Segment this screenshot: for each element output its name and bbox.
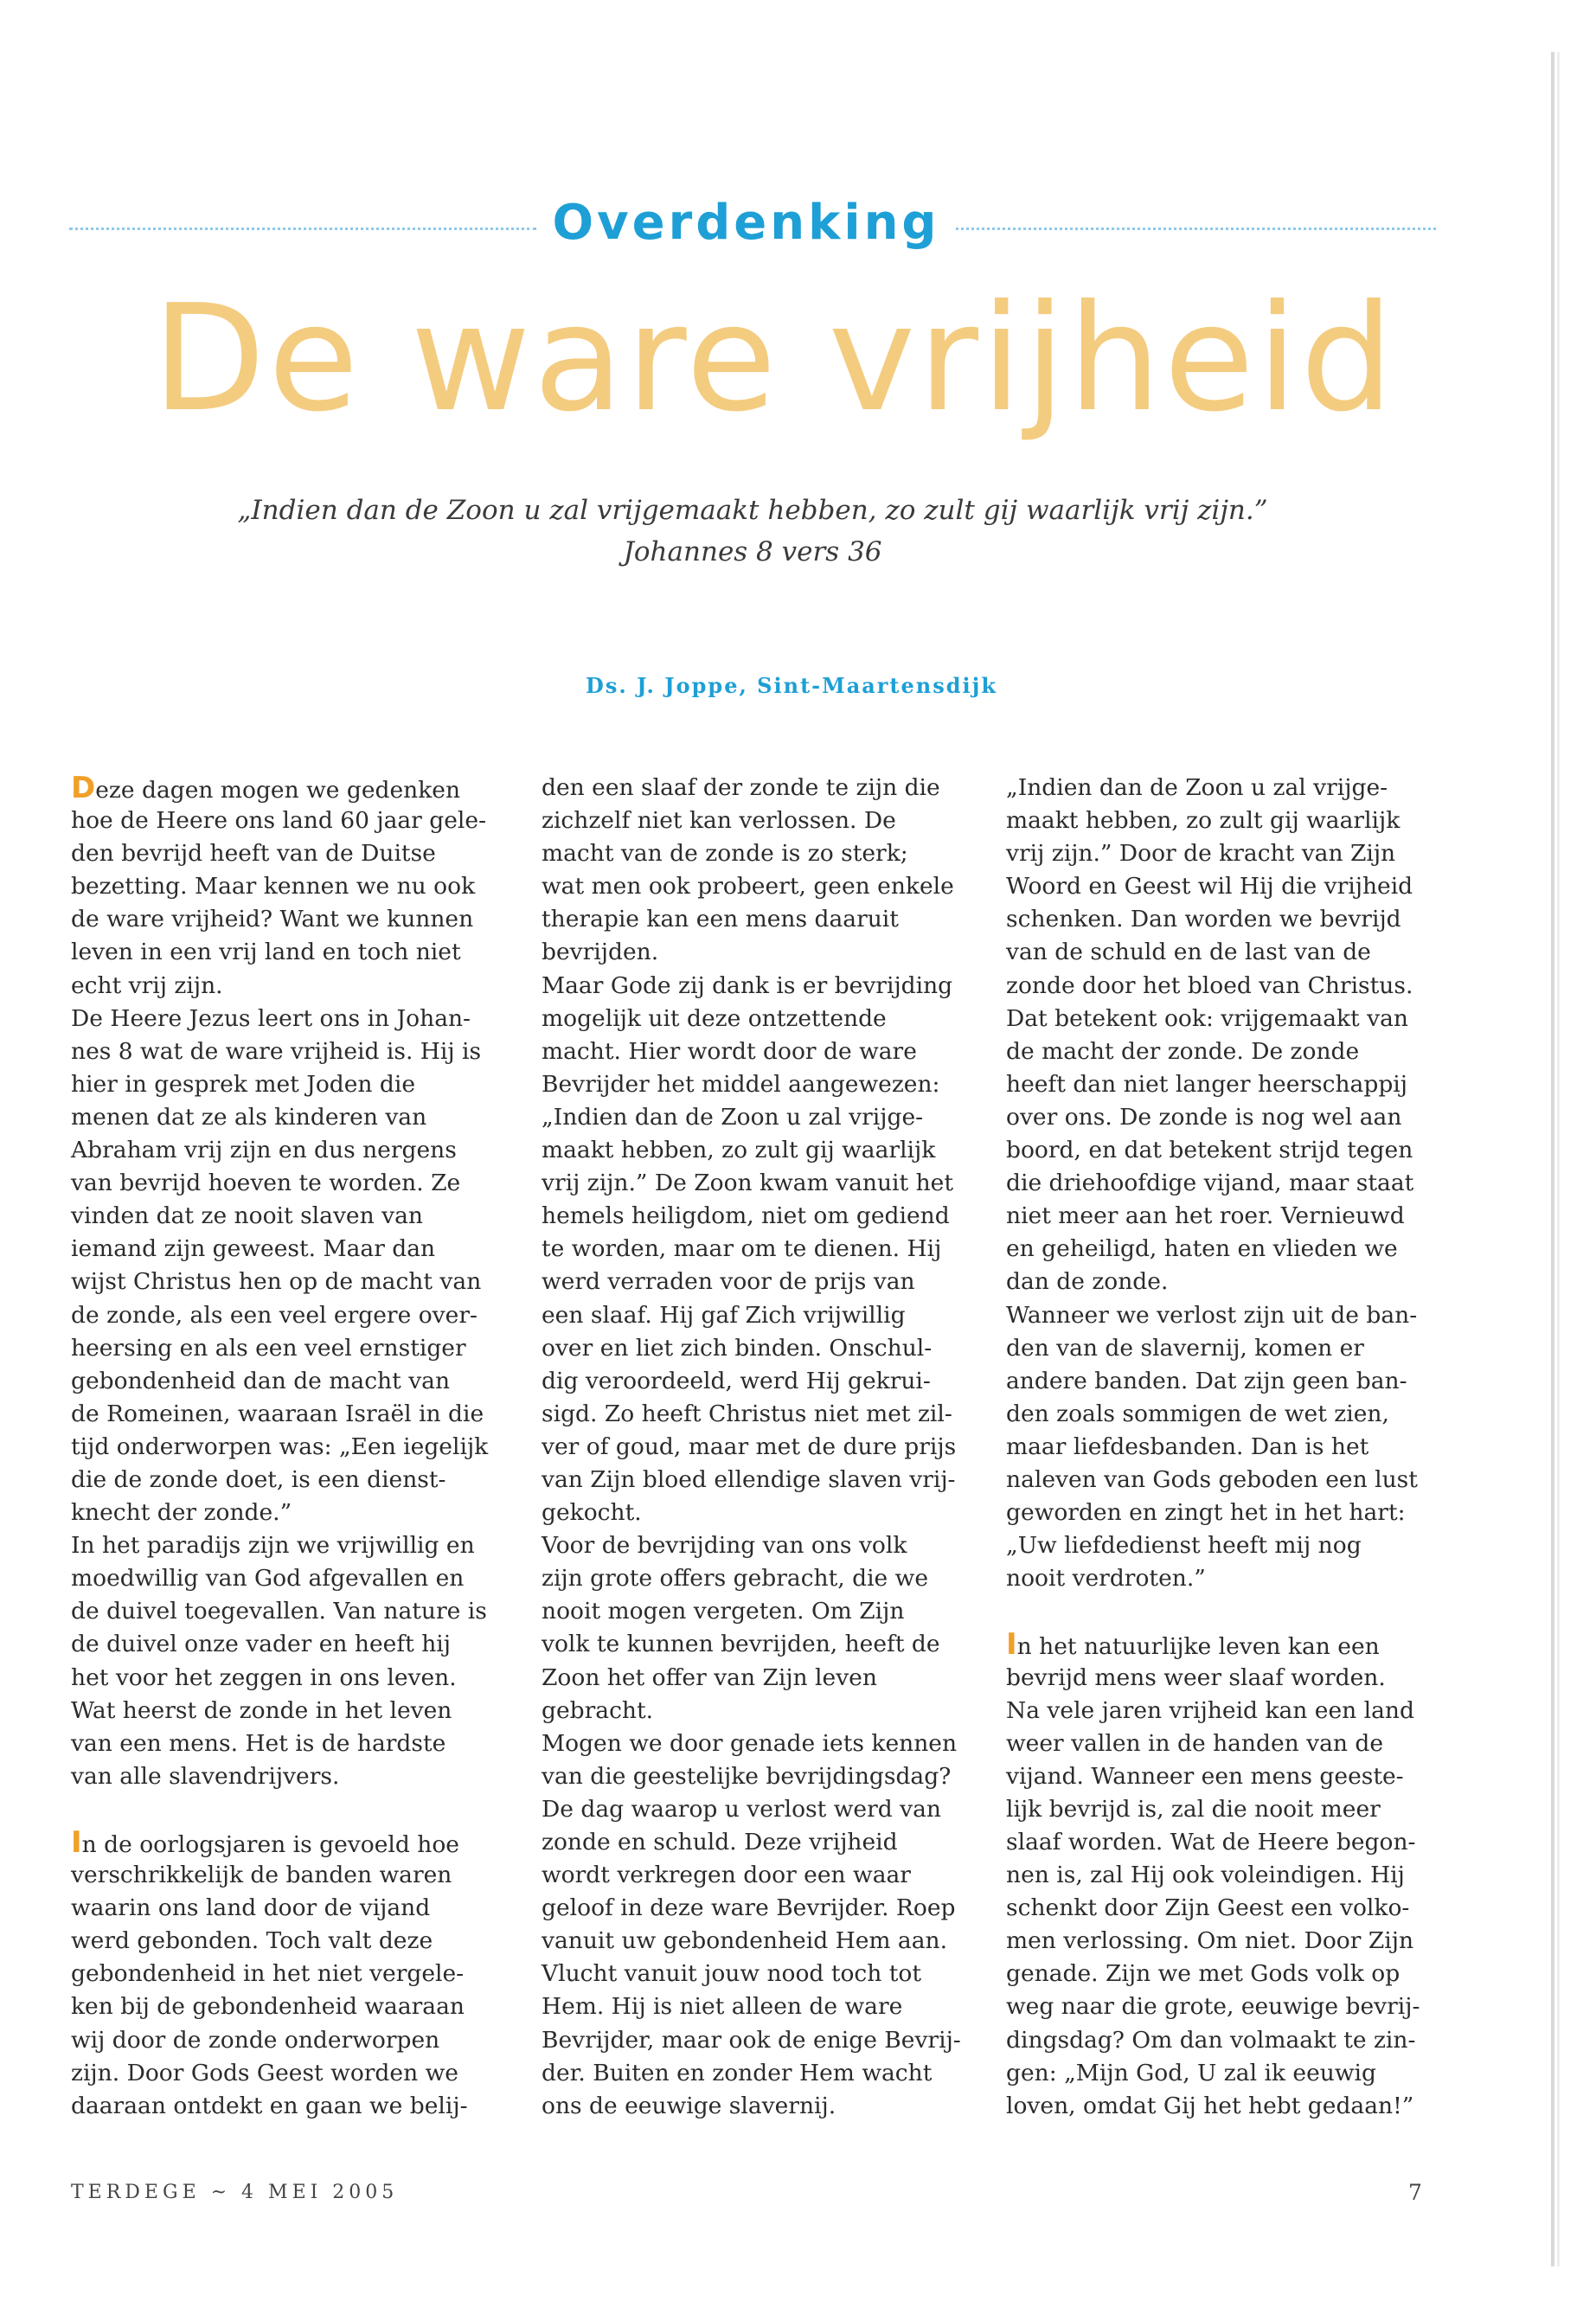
text-line: Mogen we door genade iets kennen xyxy=(542,1729,958,1757)
text-line: wij door de zonde onderworpen xyxy=(71,2026,440,2054)
text-line: lijk bevrijd is, zal die nooit meer xyxy=(1006,1795,1381,1823)
text-line: den zoals sommigen de wet zien, xyxy=(1006,1400,1389,1427)
text-line: Hem. Hij is niet alleen de ware xyxy=(542,1993,903,2021)
text-line: macht. Hier wordt door de ware xyxy=(542,1037,917,1065)
text-line: dingsdag? Om dan volmaakt te zin- xyxy=(1006,2026,1416,2054)
text-line: knecht der zonde.” xyxy=(71,1499,292,1527)
text-line: iemand zijn geweest. Maar dan xyxy=(71,1235,436,1263)
text-line-content: n het natuurlijke leven kan een xyxy=(1016,1633,1380,1661)
text-line: van de schuld en de last van de xyxy=(1006,939,1371,966)
text-line: werd gebonden. Toch valt deze xyxy=(71,1927,433,1955)
text-line: maakt hebben, zo zult gij waarlijk xyxy=(542,1137,936,1164)
text-line: dig veroordeeld, werd Hij gekrui- xyxy=(542,1367,931,1394)
text-line: ons de eeuwige slavernij. xyxy=(542,2092,836,2119)
author-byline: Ds. J. Joppe, Sint-Maartensdijk xyxy=(586,673,997,698)
text-line: geloof in deze ware Bevrijder. Roep xyxy=(542,1894,956,1922)
text-line: zonde en schuld. Deze vrijheid xyxy=(542,1829,898,1856)
text-line: Woord en Geest wil Hij die vrijheid xyxy=(1006,873,1413,901)
text-line: therapie kan een mens daaruit xyxy=(542,906,899,933)
text-line: weg naar die grote, eeuwige bevrij- xyxy=(1006,1993,1420,2021)
text-line: de ware vrijheid? Want we kunnen xyxy=(71,906,474,933)
text-line: moedwillig van God afgevallen en xyxy=(71,1565,465,1593)
publication-footer: TERDEGE ~ 4 MEI 2005 xyxy=(71,2182,399,2203)
text-line xyxy=(1006,1628,1447,1661)
scripture-reference: Johannes 8 vers 36 xyxy=(623,536,882,567)
text-line: heersing en als een veel ernstiger xyxy=(71,1334,466,1362)
text-line: loven, omdat Gij het hebt gedaan!” xyxy=(1006,2092,1414,2119)
text-line: De Heere Jezus leert ons in Johan- xyxy=(71,1004,471,1032)
text-line: niet meer aan het roer. Vernieuwd xyxy=(1006,1202,1405,1230)
text-line-content: eze dagen mogen we gedenken xyxy=(95,777,461,804)
text-line: men verlossing. Om niet. Door Zijn xyxy=(1006,1927,1414,1955)
text-line: van alle slavendrijvers. xyxy=(71,1762,340,1790)
text-line: slaaf worden. Wat de Heere begon- xyxy=(1006,1829,1416,1856)
text-line: van Zijn bloed ellendige slaven vrij- xyxy=(542,1465,956,1493)
text-line: gebracht. xyxy=(542,1696,654,1724)
text-line: wat men ook probeert, geen enkele xyxy=(542,873,954,901)
text-line: schenken. Dan worden we bevrijd xyxy=(1006,906,1401,933)
text-line: bevrijd mens weer slaaf worden. xyxy=(1006,1663,1386,1691)
text-line: Bevrijder het middel aangewezen: xyxy=(542,1070,940,1098)
text-line: vinden dat ze nooit slaven van xyxy=(71,1202,423,1230)
text-line: het voor het zeggen in ons leven. xyxy=(71,1663,457,1691)
header-rule-right xyxy=(956,228,1436,230)
text-line: De dag waarop u verlost werd van xyxy=(542,1795,941,1823)
text-line: Maar Gode zij dank is er bevrijding xyxy=(542,971,953,999)
header-rule-left xyxy=(69,228,536,230)
text-line: gebondenheid in het niet vergele- xyxy=(71,1960,465,1988)
text-line: vrij zijn.” Door de kracht van Zijn xyxy=(1006,840,1396,868)
text-line: naleven van Gods geboden een lust xyxy=(1006,1465,1418,1493)
text-line: hoe de Heere ons land 60 jaar gele- xyxy=(71,807,487,835)
text-line-content: n de oorlogsjaren is gevoeld hoe xyxy=(81,1831,459,1858)
text-line: ken bij de gebondenheid waaraan xyxy=(71,1993,465,2021)
text-line: de zonde, als een veel ergere over- xyxy=(71,1301,478,1329)
text-line: gekocht. xyxy=(542,1499,642,1527)
text-line: den bevrijd heeft van de Duitse xyxy=(71,840,436,868)
text-line: nooit verdroten.” xyxy=(1006,1565,1206,1593)
text-line: Wat heerst de zonde in het leven xyxy=(71,1696,452,1724)
text-line: Voor de bevrijding van ons volk xyxy=(542,1532,907,1560)
text-line xyxy=(71,772,512,804)
text-line: de duivel onze vader en heeft hij xyxy=(71,1631,451,1658)
text-line: genade. Zijn we met Gods volk op xyxy=(1006,1960,1401,1988)
page-number: 7 xyxy=(1408,2180,1422,2205)
text-line: die de zonde doet, is een dienst- xyxy=(71,1465,446,1493)
text-line: schenkt door Zijn Geest een volko- xyxy=(1006,1894,1410,1922)
paragraph-gap xyxy=(71,1793,512,1826)
drop-cap: I xyxy=(71,1825,82,1860)
article-column-2 xyxy=(542,772,983,2123)
text-line: werd verraden voor de prijs van xyxy=(542,1268,915,1296)
text-line: over ons. De zonde is nog wel aan xyxy=(1006,1103,1402,1131)
text-line: zijn grote offers gebracht, die we xyxy=(542,1565,929,1593)
text-line: heeft dan niet langer heerschappij xyxy=(1006,1070,1407,1098)
text-line: die driehoofdige vijand, maar staat xyxy=(1006,1170,1414,1197)
text-line: een slaaf. Hij gaf Zich vrijwillig xyxy=(542,1301,906,1329)
text-line: mogelijk uit deze ontzettende xyxy=(542,1004,887,1032)
text-line: bezetting. Maar kennen we nu ook xyxy=(71,873,476,901)
text-line: de macht der zonde. De zonde xyxy=(1006,1037,1360,1065)
scripture-quote: „Indien dan de Zoon u zal vrijgemaakt hebben, zo zult gij waarlijk vrij zijn.” xyxy=(237,495,1268,526)
text-line: van een mens. Het is de hardste xyxy=(71,1729,446,1757)
text-line: van bevrijd hoeven te worden. Ze xyxy=(71,1170,461,1197)
text-line: der. Buiten en zonder Hem wacht xyxy=(542,2059,933,2086)
text-line: vijand. Wanneer een mens geeste- xyxy=(1006,1762,1404,1790)
text-line: daaraan ontdekt en gaan we belij- xyxy=(71,2092,468,2119)
text-line: „Uw liefdedienst heeft mij nog xyxy=(1006,1532,1362,1560)
paragraph-gap xyxy=(1006,1595,1447,1628)
text-line: In het paradijs zijn we vrijwillig en xyxy=(71,1532,475,1560)
page-edge-shadow xyxy=(1551,52,1554,2266)
text-line: verschrikkelijk de banden waren xyxy=(71,1862,452,1889)
text-line: Bevrijder, maar ook de enige Bevrij- xyxy=(542,2026,961,2054)
text-line: den een slaaf der zonde te zijn die xyxy=(542,774,940,801)
text-line: over en liet zich binden. Onschul- xyxy=(542,1334,933,1362)
text-line: den van de slavernij, komen er xyxy=(1006,1334,1364,1362)
text-line: geworden en zingt het in het hart: xyxy=(1006,1499,1406,1527)
text-line: de duivel toegevallen. Van nature is xyxy=(71,1598,487,1625)
text-line: hemels heiligdom, niet om gediend xyxy=(542,1202,950,1230)
text-line: Zoon het offer van Zijn leven xyxy=(542,1663,877,1691)
text-line: wijst Christus hen op de macht van xyxy=(71,1268,482,1296)
text-line: zichzelf niet kan verlossen. De xyxy=(542,807,896,835)
text-line: „Indien dan de Zoon u zal vrijge- xyxy=(1006,774,1388,801)
text-line: leven in een vrij land en toch niet xyxy=(71,939,461,966)
article-title: De ware vrijheid xyxy=(152,273,1396,445)
text-line: te worden, maar om te dienen. Hij xyxy=(542,1235,942,1263)
text-line: echt vrij zijn. xyxy=(71,971,223,999)
text-line: nooit mogen vergeten. Om Zijn xyxy=(542,1598,905,1625)
text-line: weer vallen in de handen van de xyxy=(1006,1729,1384,1757)
drop-cap: I xyxy=(1006,1627,1017,1663)
text-line: dan de zonde. xyxy=(1006,1268,1169,1296)
text-line: gen: „Mijn God, U zal ik eeuwig xyxy=(1006,2059,1376,2086)
text-line: bevrijden. xyxy=(542,939,659,966)
text-line: vrij zijn.” De Zoon kwam vanuit het xyxy=(542,1170,953,1197)
page-edge-shadow-light xyxy=(1557,52,1560,2266)
text-line: Wanneer we verlost zijn uit de ban- xyxy=(1006,1301,1418,1329)
text-line: van die geestelijke bevrijdingsdag? xyxy=(542,1762,952,1790)
text-line: ver of goud, maar met de dure prijs xyxy=(542,1433,957,1460)
text-line: Na vele jaren vrijheid kan een land xyxy=(1006,1696,1414,1724)
text-line: tijd onderworpen was: „Een iegelijk xyxy=(71,1433,489,1460)
text-line: macht van de zonde is zo sterk; xyxy=(542,840,908,868)
text-line: Vlucht vanuit jouw nood toch tot xyxy=(542,1960,922,1988)
text-line: hier in gesprek met Joden die xyxy=(71,1070,416,1098)
text-line: zonde door het bloed van Christus. xyxy=(1006,971,1413,999)
text-line: maar liefdesbanden. Dan is het xyxy=(1006,1433,1369,1460)
text-line: nen is, zal Hij ook voleindigen. Hij xyxy=(1006,1862,1405,1889)
text-line: en geheiligd, haten en vlieden we xyxy=(1006,1235,1398,1263)
text-line: waarin ons land door de vijand xyxy=(71,1894,431,1922)
article-column-3 xyxy=(1006,772,1447,2123)
text-line: volk te kunnen bevrijden, heeft de xyxy=(542,1631,940,1658)
text-line: zijn. Door Gods Geest worden we xyxy=(71,2059,458,2086)
text-line: wordt verkregen door een waar xyxy=(542,1862,911,1889)
text-line: menen dat ze als kinderen van xyxy=(71,1103,427,1131)
text-line: vanuit uw gebondenheid Hem aan. xyxy=(542,1927,948,1955)
drop-cap: D xyxy=(71,771,96,805)
article-column-1 xyxy=(71,772,512,2123)
text-line: nes 8 wat de ware vrijheid is. Hij is xyxy=(71,1037,482,1065)
text-line: sigd. Zo heeft Christus niet met zil- xyxy=(542,1400,952,1427)
text-line: „Indien dan de Zoon u zal vrijge- xyxy=(542,1103,924,1131)
text-line: de Romeinen, waaraan Israël in die xyxy=(71,1400,484,1427)
text-line: boord, en dat betekent strijd tegen xyxy=(1006,1137,1413,1164)
text-line: gebondenheid dan de macht van xyxy=(71,1367,451,1394)
text-line: Dat betekent ook: vrijgemaakt van xyxy=(1006,1004,1408,1032)
text-line: Abraham vrij zijn en dus nergens xyxy=(71,1137,457,1164)
text-line: maakt hebben, zo zult gij waarlijk xyxy=(1006,807,1401,835)
section-label: Overdenking xyxy=(552,195,940,251)
text-line: andere banden. Dat zijn geen ban- xyxy=(1006,1367,1407,1394)
text-line xyxy=(71,1826,512,1859)
